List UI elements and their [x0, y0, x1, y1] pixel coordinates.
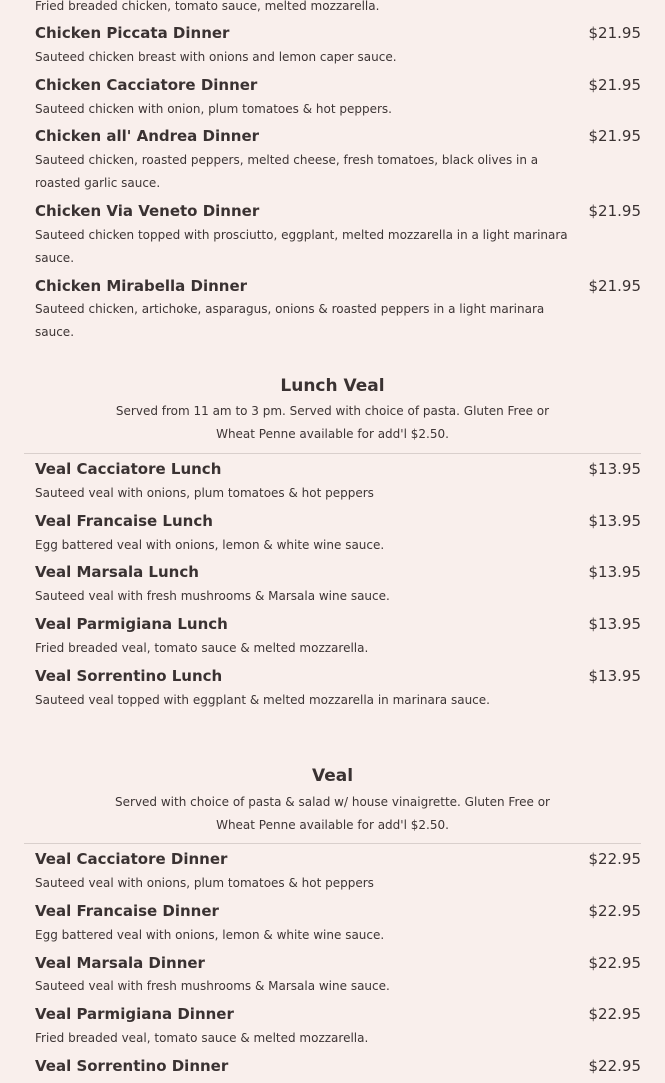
- section-subtitle: Served with choice of pasta & salad w/ house vinaigrette. Gluten Free or Wheat Penne available for add'l $2.50.: [115, 795, 550, 832]
- item-description: Fried breaded veal, tomato sauce & melted mozzarella.: [35, 1031, 369, 1045]
- item-name[interactable]: Chicken all' Andrea Dinner: [35, 127, 260, 145]
- item-name[interactable]: Veal Francaise Lunch: [35, 512, 213, 530]
- item-name[interactable]: Chicken Mirabella Dinner: [35, 277, 248, 295]
- item-name[interactable]: Veal Sorrentino Lunch: [35, 667, 223, 685]
- item-price: $13.95: [588, 512, 641, 530]
- item-description: Sauteed chicken, artichoke, asparagus, onions & roasted peppers in a light marinara sauce.: [35, 302, 545, 339]
- item-description: Sauteed chicken with onion, plum tomatoes & hot peppers.: [35, 102, 392, 116]
- item-name[interactable]: Veal Marsala Dinner: [35, 954, 205, 972]
- item-description: Sauteed veal topped with eggplant & melted mozzarella in marinara sauce.: [35, 693, 490, 707]
- item-name[interactable]: Veal Francaise Dinner: [35, 902, 219, 920]
- section-subtitle: Served from 11 am to 3 pm. Served with choice of pasta. Gluten Free or Wheat Penne available for add'l $2.50.: [115, 404, 550, 441]
- item-description: Egg battered veal with onions, lemon & white wine sauce.: [35, 538, 385, 552]
- item-price: $21.95: [588, 202, 641, 220]
- item-name[interactable]: Veal Parmigiana Dinner: [35, 1005, 234, 1023]
- item-description: Fried breaded veal, tomato sauce & melted mozzarella.: [35, 641, 369, 655]
- item-price: $22.95: [588, 1005, 641, 1023]
- item-price: $13.95: [588, 667, 641, 685]
- item-name[interactable]: Veal Cacciatore Lunch: [35, 460, 222, 478]
- item-price: $21.95: [588, 277, 641, 295]
- item-description: Sauteed chicken breast with onions and lemon caper sauce.: [35, 50, 397, 64]
- section-divider: [24, 843, 641, 844]
- item-description: Sauteed veal with onions, plum tomatoes & hot peppers: [35, 486, 374, 500]
- item-name[interactable]: Veal Cacciatore Dinner: [35, 850, 228, 868]
- item-price: $22.95: [588, 1057, 641, 1075]
- item-price: $22.95: [588, 850, 641, 868]
- section-title-lunch-veal: Lunch Veal: [280, 376, 385, 396]
- item-price: $13.95: [588, 563, 641, 581]
- item-description: Fried breaded chicken, tomato sauce, melted mozzarella.: [35, 0, 380, 13]
- item-price: $22.95: [588, 902, 641, 920]
- section-divider: [24, 453, 641, 454]
- item-price: $21.95: [588, 127, 641, 145]
- item-description: Sauteed veal with fresh mushrooms & Marsala wine sauce.: [35, 979, 390, 993]
- section-title-veal: Veal: [311, 766, 354, 786]
- item-price: $21.95: [588, 76, 641, 94]
- item-description: Sauteed veal with onions, plum tomatoes & hot peppers: [35, 876, 374, 890]
- item-name[interactable]: Veal Marsala Lunch: [35, 563, 199, 581]
- item-name[interactable]: Veal Parmigiana Lunch: [35, 615, 228, 633]
- item-name[interactable]: Chicken Via Veneto Dinner: [35, 202, 260, 220]
- item-price: $22.95: [588, 954, 641, 972]
- item-description: Sauteed chicken topped with prosciutto, eggplant, melted mozzarella in a light marinara sauce.: [35, 228, 568, 265]
- item-price: $13.95: [588, 615, 641, 633]
- item-name[interactable]: Veal Sorrentino Dinner: [35, 1057, 229, 1075]
- item-description: Egg battered veal with onions, lemon & white wine sauce.: [35, 928, 385, 942]
- item-description: Sauteed veal with fresh mushrooms & Marsala wine sauce.: [35, 589, 390, 603]
- item-description: Sauteed chicken, roasted peppers, melted cheese, fresh tomatoes, black olives in a roasted garlic sauce.: [35, 153, 539, 190]
- item-name[interactable]: Chicken Piccata Dinner: [35, 24, 230, 42]
- item-price: $21.95: [588, 24, 641, 42]
- item-name[interactable]: Chicken Cacciatore Dinner: [35, 76, 258, 94]
- item-price: $13.95: [588, 460, 641, 478]
